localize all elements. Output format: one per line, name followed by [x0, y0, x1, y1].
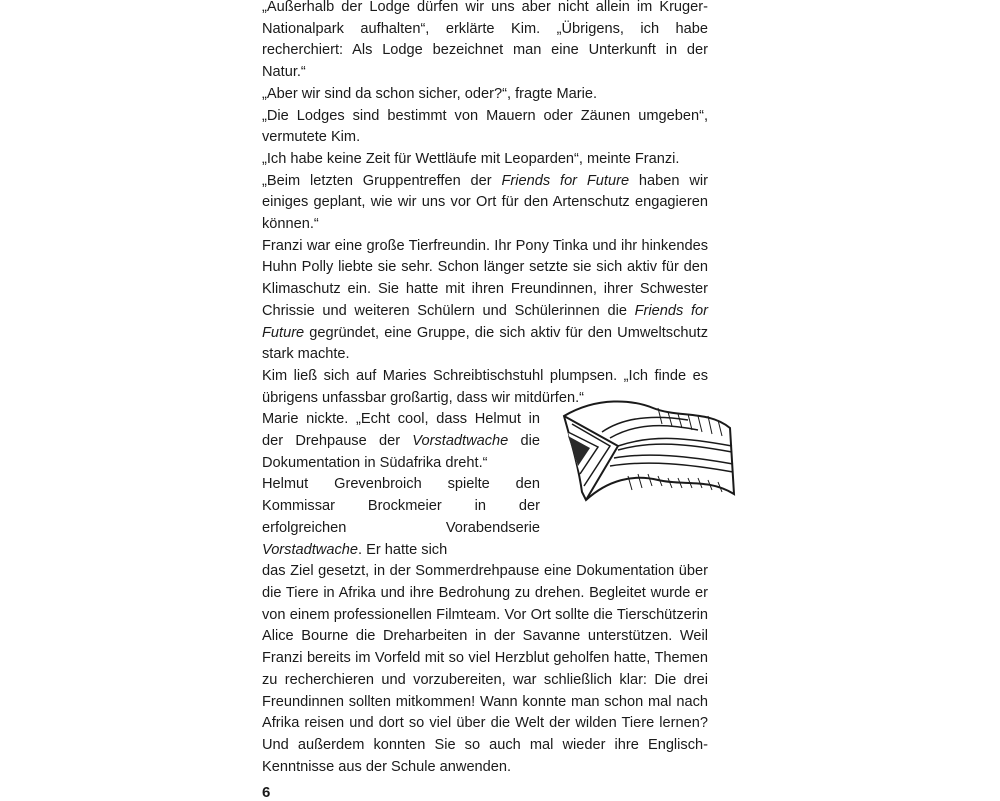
text-run: Marie nickte. „Echt cool, dass Helmut in der Drehpause der — [262, 411, 540, 450]
paragraph — [262, 409, 540, 474]
paragraph — [262, 236, 708, 366]
paragraph: „Außerhalb der Lodge dürfen wir uns aber nicht allein im Kruger-Nationalpark aufhalten“, erklärte Kim. „Übrigens, ich habe recherchiert: Als Lodge bezeichnet man eine Unterkunft in der Natur.“ — [262, 0, 708, 81]
group-name: Friends for Future — [262, 302, 709, 341]
text-run: haben wir einiges geplant, wie wir uns vor Ort für den Artenschutz engagieren können.“ — [262, 172, 708, 233]
south-africa-flag-icon — [558, 394, 738, 512]
text-run: Helmut Grevenbroich spielte den Kommissar Brockmeier in der erfolgreichen Vorabendserie — [262, 476, 540, 536]
paragraph: das Ziel gesetzt, in der Sommerdrehpause eine Dokumentation über die Tiere in Afrika und ihre Bedrohung zu drehen. Begleitet wurde er von einem professionellen Filmteam. Vor Ort sollte die Tierschützerin Alice Bourne die Dreharbeiten in der Savanne unterstützen. Weil Franzi bereits im Vorfeld mit so viel Herzblut geholfen hatte, Themen zu recherchieren und vorzubereiten, war schließlich klar: Die drei Freundinnen sollten mitkommen! Wann konnte man schon mal nach Afrika reisen und dort so viel über die Welt der wilden Tiere lernen? Und außerdem konnten Sie so auch mal wieder ihre Englisch-Kenntnisse aus der Schule anwenden. — [262, 563, 708, 775]
paragraph: „Ich habe keine Zeit für Wettläufe mit Leoparden“, meinte Franzi. — [262, 150, 680, 167]
group-name: Friends for Future — [501, 172, 630, 189]
body-text — [262, 0, 708, 778]
paragraph: „Aber wir sind da schon sicher, oder?“, fragte Marie. — [262, 85, 597, 102]
paragraph — [262, 171, 708, 236]
series-title: Vorstadtwache — [262, 541, 358, 558]
text-run: gegründet, eine Gruppe, die sich aktiv für den Umweltschutz stark machte. — [262, 324, 708, 363]
paragraph — [262, 474, 540, 561]
paragraph: „Die Lodges sind bestimmt von Mauern oder Zäunen umgeben“, vermutete Kim. — [262, 107, 708, 146]
flag-illustration — [558, 394, 738, 512]
text-run: „Beim letzten Gruppentreffen der — [262, 172, 502, 189]
series-title: Vorstadtwache — [412, 433, 509, 450]
page-number: 6 — [262, 784, 271, 801]
paragraph: Kim ließ sich auf Maries Schreibtischstuhl plumpsen. „Ich finde es übrigens unfassbar großartig, dass wir mitdürfen.“ — [262, 367, 708, 406]
text-run: Franzi war eine große Tierfreundin. Ihr Pony Tinka und ihr hinkendes Huhn Polly liebte sie sehr. Schon länger setzte sie sich aktiv für den Klimaschutz ein. Sie hatte mit ihren Freundinnen, ihrer Schwester Chrissie und weiteren Schülern und Schülerinnen die — [262, 237, 708, 319]
text-run: . Er hatte sich — [358, 541, 448, 558]
text-run: die Dokumentation in Südafrika dreht.“ — [262, 433, 541, 471]
